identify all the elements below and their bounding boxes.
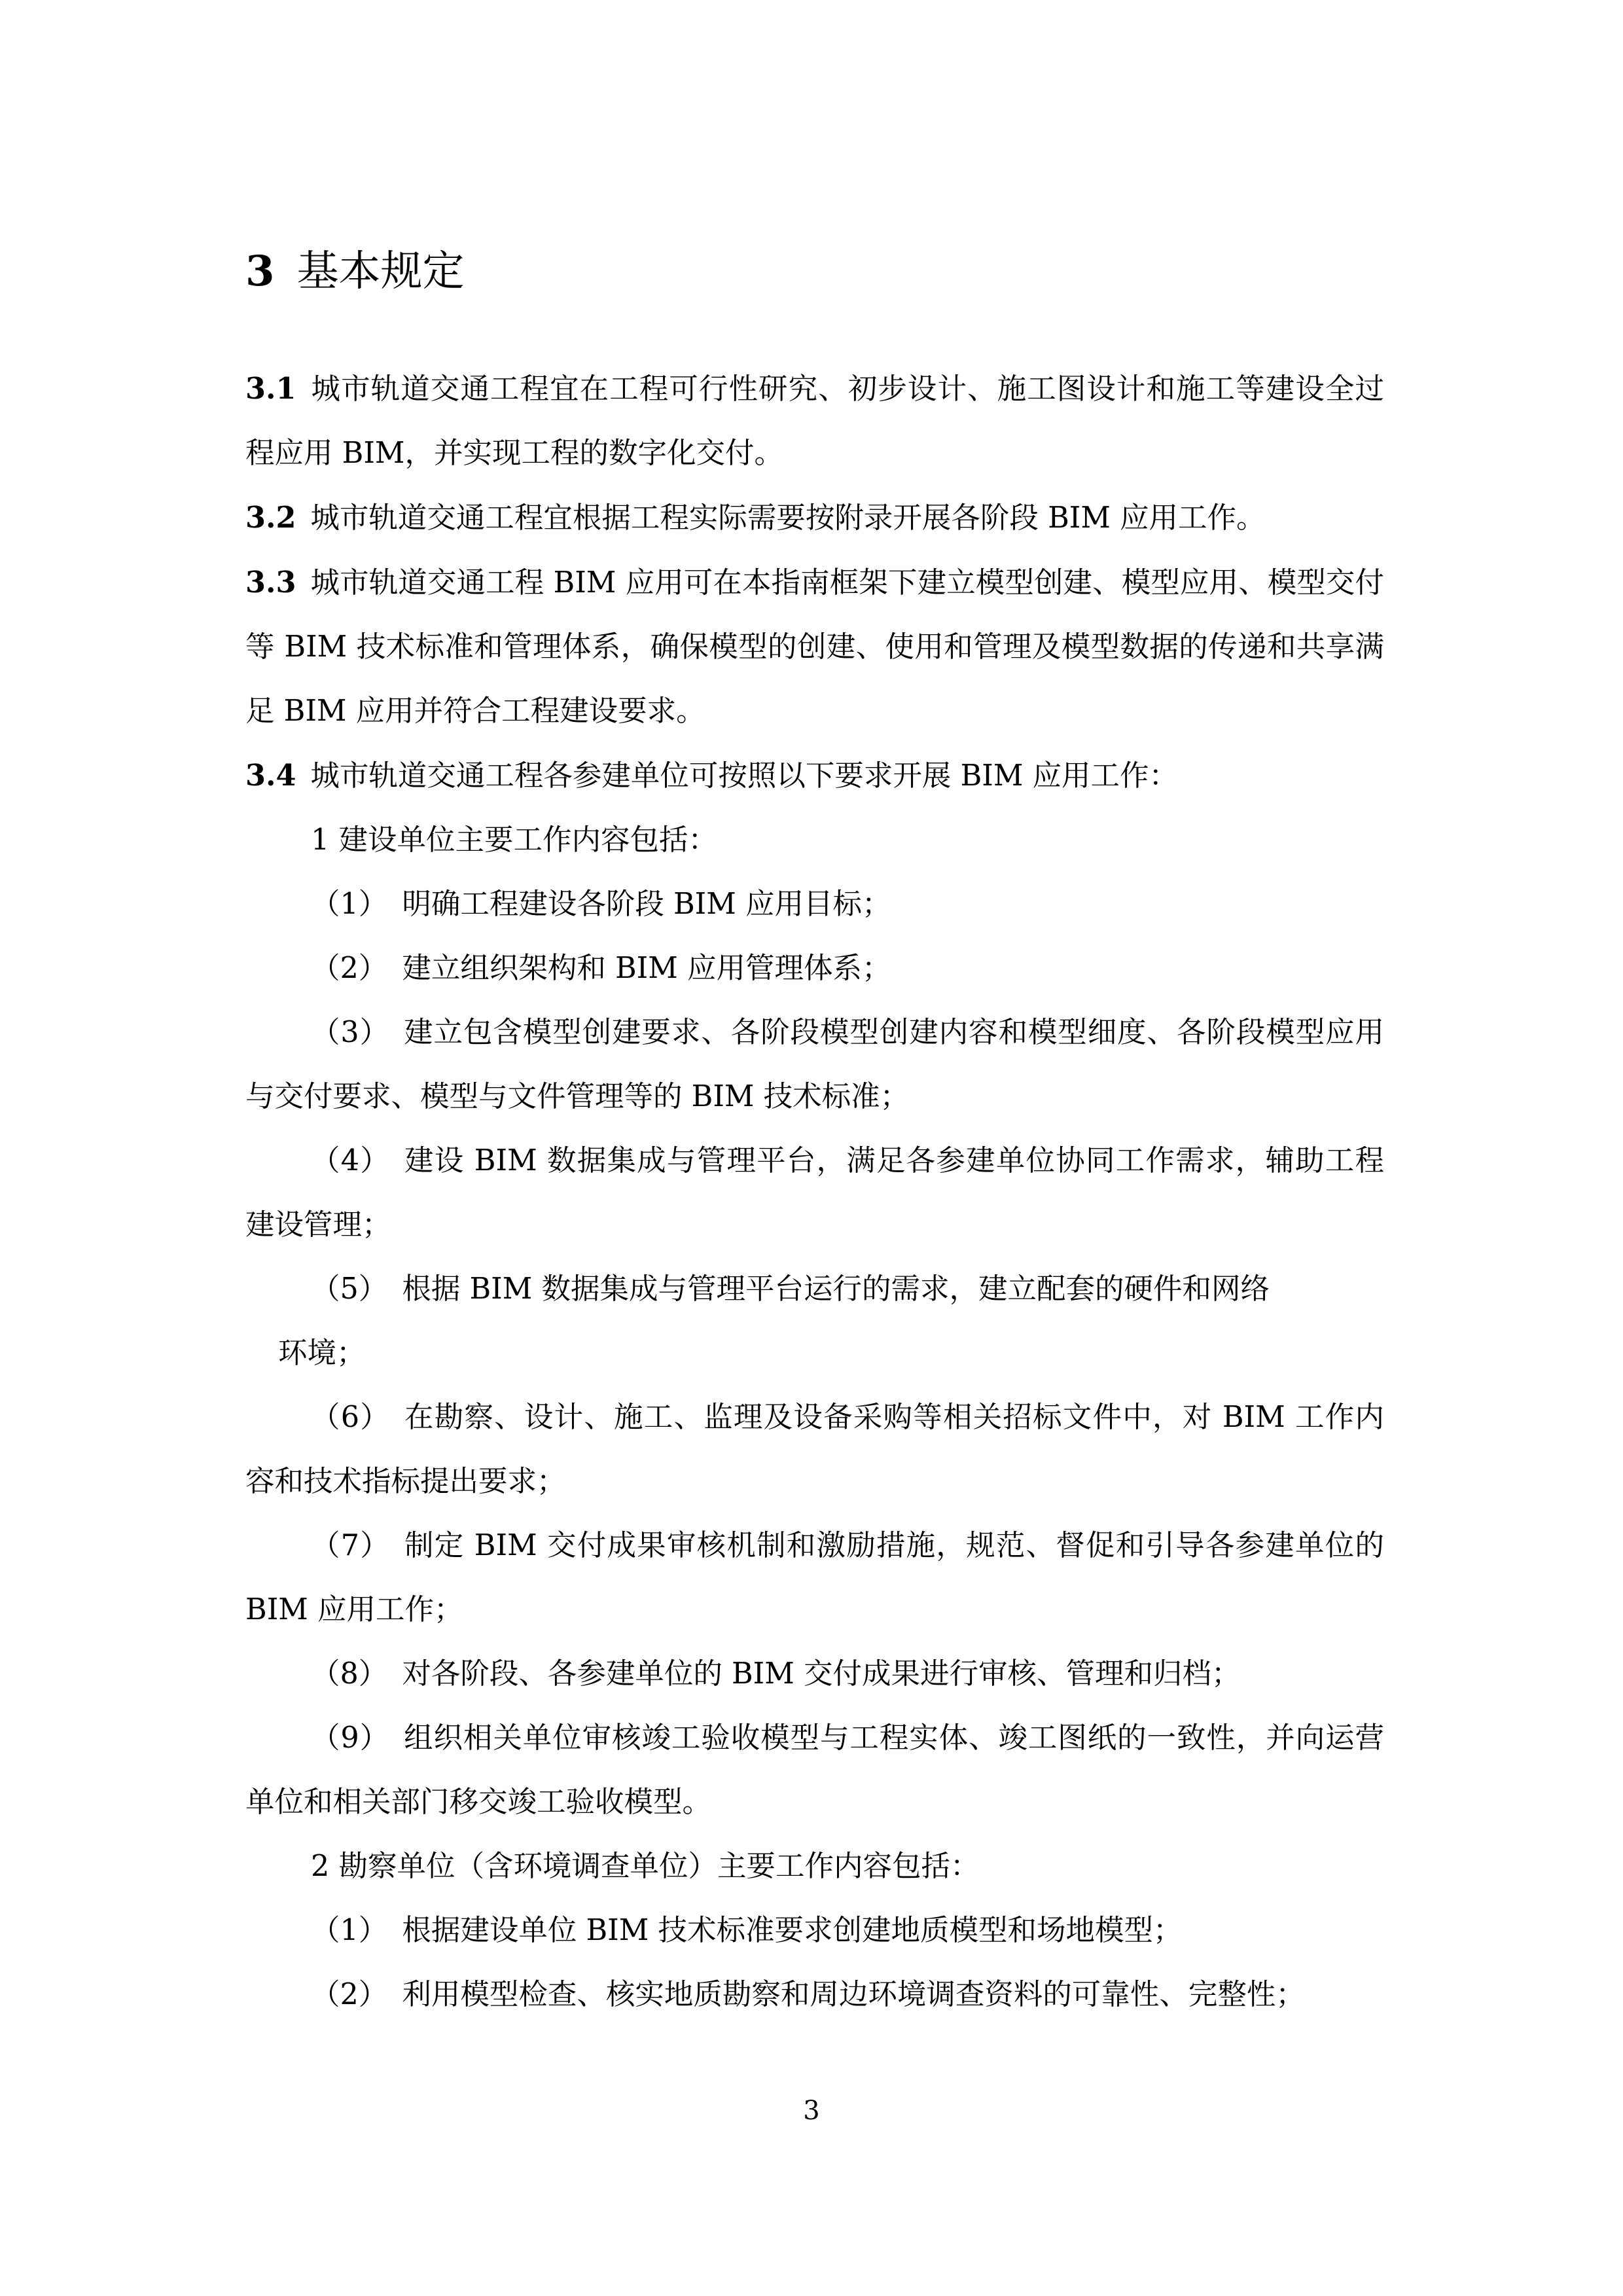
item-number: （9）	[311, 1721, 390, 1755]
clause-text: 城市轨道交通工程宜根据工程实际需要按附录开展各阶段 BIM 应用工作。	[310, 501, 1266, 535]
list-item	[245, 1001, 1384, 1129]
section-number: 3	[245, 247, 275, 296]
item-text: 根据 BIM 数据集成与管理平台运行的需求，建立配套的硬件和网络	[402, 1272, 1270, 1306]
list-item	[245, 1129, 1384, 1257]
item-text: 建立组织架构和 BIM 应用管理体系；	[402, 952, 891, 985]
clause-3-4	[245, 744, 1384, 808]
item-number: （1）	[311, 888, 388, 921]
item-number: （2）	[311, 1978, 388, 2011]
item-number: （6）	[311, 1401, 390, 1434]
item-number: （3）	[311, 1016, 390, 1049]
item-text: 建立包含模型创建要求、各阶段模型创建内容和模型细度、各阶段模型应用与交付要求、模型与文件管理等的 BIM 技术标准；	[245, 1016, 1384, 1113]
list-item	[245, 937, 1384, 1001]
clause-number: 3.1	[245, 372, 296, 406]
item-number: （7）	[311, 1529, 390, 1562]
group-number: 1	[311, 823, 330, 857]
list-item	[245, 1963, 1384, 2027]
section-title: 基本规定	[296, 247, 465, 296]
list-item	[245, 1706, 1384, 1835]
item-text: 组织相关单位审核竣工验收模型与工程实体、竣工图纸的一致性，并向运营单位和相关部门移交竣工验收模型。	[245, 1721, 1384, 1819]
clause-3-3	[245, 550, 1384, 744]
item-number: （1）	[311, 1914, 388, 1947]
clause-3-1	[245, 357, 1384, 486]
item-number: （5）	[311, 1272, 388, 1306]
item-text: 根据建设单位 BIM 技术标准要求创建地质模型和场地模型；	[402, 1914, 1183, 1947]
item-number: （2）	[311, 952, 388, 985]
clause-text: 城市轨道交通工程各参建单位可按照以下要求开展 BIM 应用工作：	[310, 759, 1179, 793]
page-number: 3	[803, 2096, 820, 2126]
list-item	[245, 1386, 1384, 1514]
item-number: （8）	[311, 1657, 388, 1691]
item-text: 对各阶段、各参建单位的 BIM 交付成果进行审核、管理和归档；	[402, 1657, 1241, 1691]
item-text: 利用模型检查、核实地质勘察和周边环境调查资料的可靠性、完整性；	[402, 1978, 1305, 2011]
list-item	[245, 1642, 1384, 1706]
list-item	[245, 872, 1384, 937]
list-item-continuation: 环境；	[278, 1336, 366, 1370]
item-text: 建设 BIM 数据集成与管理平台，满足各参建单位协同工作需求，辅助工程建设管理；	[245, 1144, 1385, 1242]
group-heading-survey	[245, 1835, 1384, 1899]
clause-text: 城市轨道交通工程宜在工程可行性研究、初步设计、施工图设计和施工等建设全过程应用 BIM，并实现工程的数字化交付。	[245, 372, 1384, 470]
item-text: 明确工程建设各阶段 BIM 应用目标；	[402, 888, 891, 921]
item-text: 在勘察、设计、施工、监理及设备采购等相关招标文件中，对 BIM 工作内容和技术指标提出要求；	[245, 1401, 1385, 1498]
clause-number: 3.2	[245, 501, 296, 535]
group-text: 建设单位主要工作内容包括：	[338, 823, 717, 857]
clause-3-2	[245, 486, 1384, 550]
group-heading-owner	[245, 808, 1384, 872]
group-text: 勘察单位（含环境调查单位）主要工作内容包括：	[338, 1850, 980, 1883]
clause-number: 3.3	[245, 565, 296, 600]
item-text: 制定 BIM 交付成果审核机制和激励措施，规范、督促和引导各参建单位的 BIM 应用工作；	[245, 1529, 1385, 1626]
group-number: 2	[311, 1850, 330, 1883]
section-heading	[245, 242, 465, 301]
document-body	[245, 357, 1384, 2027]
list-item	[245, 1514, 1384, 1642]
item-number: （4）	[311, 1144, 390, 1177]
list-item	[245, 1257, 1384, 1321]
list-item	[245, 1899, 1384, 1963]
clause-text: 城市轨道交通工程 BIM 应用可在本指南框架下建立模型创建、模型应用、模型交付等 BIM 技术标准和管理体系，确保模型的创建、使用和管理及模型数据的传递和共享满足 BIM 应用并符合工程建设要求。	[245, 566, 1384, 728]
clause-number: 3.4	[245, 759, 296, 793]
